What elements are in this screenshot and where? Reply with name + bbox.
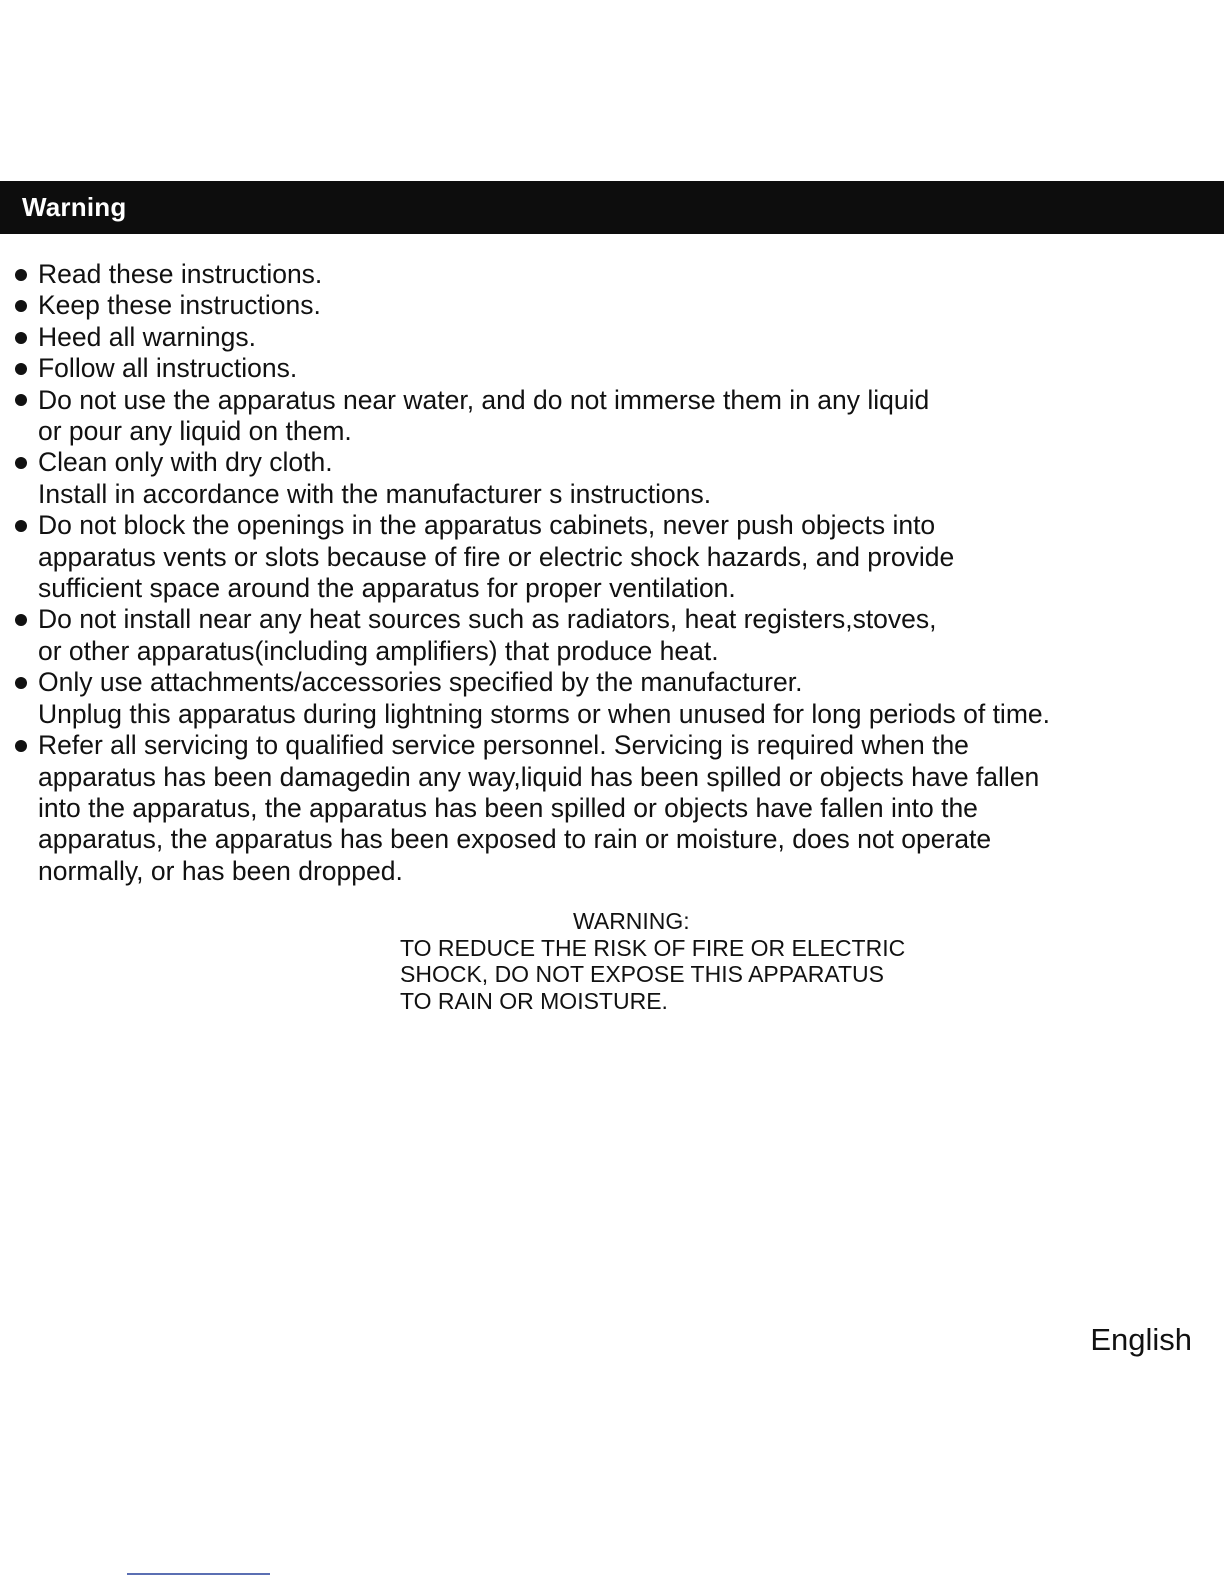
warning-text: apparatus has been damagedin any way,liquid has been spilled or objects have fallen — [38, 761, 1040, 792]
bullet-icon — [12, 520, 38, 532]
notice-line: SHOCK, DO NOT EXPOSE THIS APPARATUS — [400, 961, 884, 987]
warning-item-continuation — [12, 479, 1212, 510]
warning-item — [12, 730, 1212, 761]
warning-text: apparatus, the apparatus has been exposed to rain or moisture, does not operate — [38, 824, 992, 855]
warning-text: Keep these instructions. — [38, 290, 321, 321]
warning-text: Read these instructions. — [38, 259, 323, 289]
warning-text: Follow all instructions. — [38, 353, 298, 384]
bullet-dot-icon — [15, 740, 27, 752]
bullet-dot-icon — [15, 457, 27, 469]
bullet-dot-icon — [15, 332, 27, 344]
warning-text: sufficient space around the apparatus for proper ventilation. — [38, 573, 736, 604]
warning-text: Do not use the apparatus near water, and do not immerse them in any liquid — [38, 384, 930, 415]
warning-text: Do not install near any heat sources such as radiators, heat registers,stoves, — [38, 604, 937, 635]
warning-text: or pour any liquid on them. — [38, 416, 352, 447]
warning-item — [12, 322, 1212, 353]
warning-item-continuation — [12, 542, 1212, 573]
warning-item-continuation — [12, 573, 1212, 604]
bullet-icon — [12, 300, 38, 312]
footer-rule — [127, 1573, 270, 1575]
notice-title: WARNING: — [573, 908, 690, 934]
bullet-icon — [12, 677, 38, 689]
warning-text: Refer all servicing to qualified service personnel. Servicing is required when the — [38, 730, 969, 761]
bullet-dot-icon — [15, 394, 27, 406]
bullet-icon — [12, 740, 38, 752]
warning-text: into the apparatus, the apparatus has been spilled or objects have fallen into the — [38, 792, 978, 823]
warning-text: apparatus vents or slots because of fire or electric shock hazards, and provide — [38, 541, 955, 572]
warning-text: Install in accordance with the manufacturer s instructions. — [38, 478, 712, 509]
warning-item — [12, 604, 1212, 635]
bullet-icon — [12, 332, 38, 344]
bullet-dot-icon — [15, 677, 27, 689]
bullet-icon — [12, 269, 38, 281]
warning-text: Heed all warnings. — [38, 321, 257, 352]
warning-item-continuation — [12, 636, 1212, 667]
warning-item-continuation — [12, 416, 1212, 447]
warning-item — [12, 385, 1212, 416]
warning-item-continuation — [12, 762, 1212, 793]
notice-line: TO REDUCE THE RISK OF FIRE OR ELECTRIC — [400, 934, 906, 961]
bullet-icon — [12, 363, 38, 375]
warning-item — [12, 667, 1212, 698]
warning-item — [12, 510, 1212, 541]
warning-item-continuation — [12, 856, 1212, 887]
language-label: English — [1090, 1322, 1192, 1357]
bullet-dot-icon — [15, 300, 27, 312]
warning-list — [12, 259, 1212, 887]
section-title: Warning — [22, 192, 127, 222]
warning-text: Do not block the openings in the apparatus cabinets, never push objects into — [38, 510, 936, 541]
bullet-icon — [12, 394, 38, 406]
warning-text: Clean only with dry cloth. — [38, 447, 333, 478]
warning-item-continuation — [12, 793, 1212, 824]
warning-text: or other apparatus(including amplifiers) that produce heat. — [38, 635, 719, 666]
warning-text: Only use attachments/accessories specified by the manufacturer. — [38, 667, 803, 698]
warning-item-continuation — [12, 699, 1212, 730]
bullet-dot-icon — [15, 614, 27, 626]
warning-item — [12, 353, 1212, 384]
warning-text: normally, or has been dropped. — [38, 855, 403, 886]
bullet-dot-icon — [15, 269, 27, 281]
bullet-dot-icon — [15, 520, 27, 532]
warning-item — [12, 447, 1212, 478]
warning-notice — [400, 908, 905, 1014]
notice-line: TO RAIN OR MOISTURE. — [400, 987, 668, 1014]
section-header-bar — [0, 181, 1224, 234]
bullet-icon — [12, 457, 38, 469]
warning-item — [12, 259, 1212, 290]
bullet-icon — [12, 614, 38, 626]
warning-item-continuation — [12, 824, 1212, 855]
warning-text: Unplug this apparatus during lightning storms or when unused for long periods of time. — [38, 698, 1050, 729]
bullet-dot-icon — [15, 363, 27, 375]
warning-item — [12, 290, 1212, 321]
